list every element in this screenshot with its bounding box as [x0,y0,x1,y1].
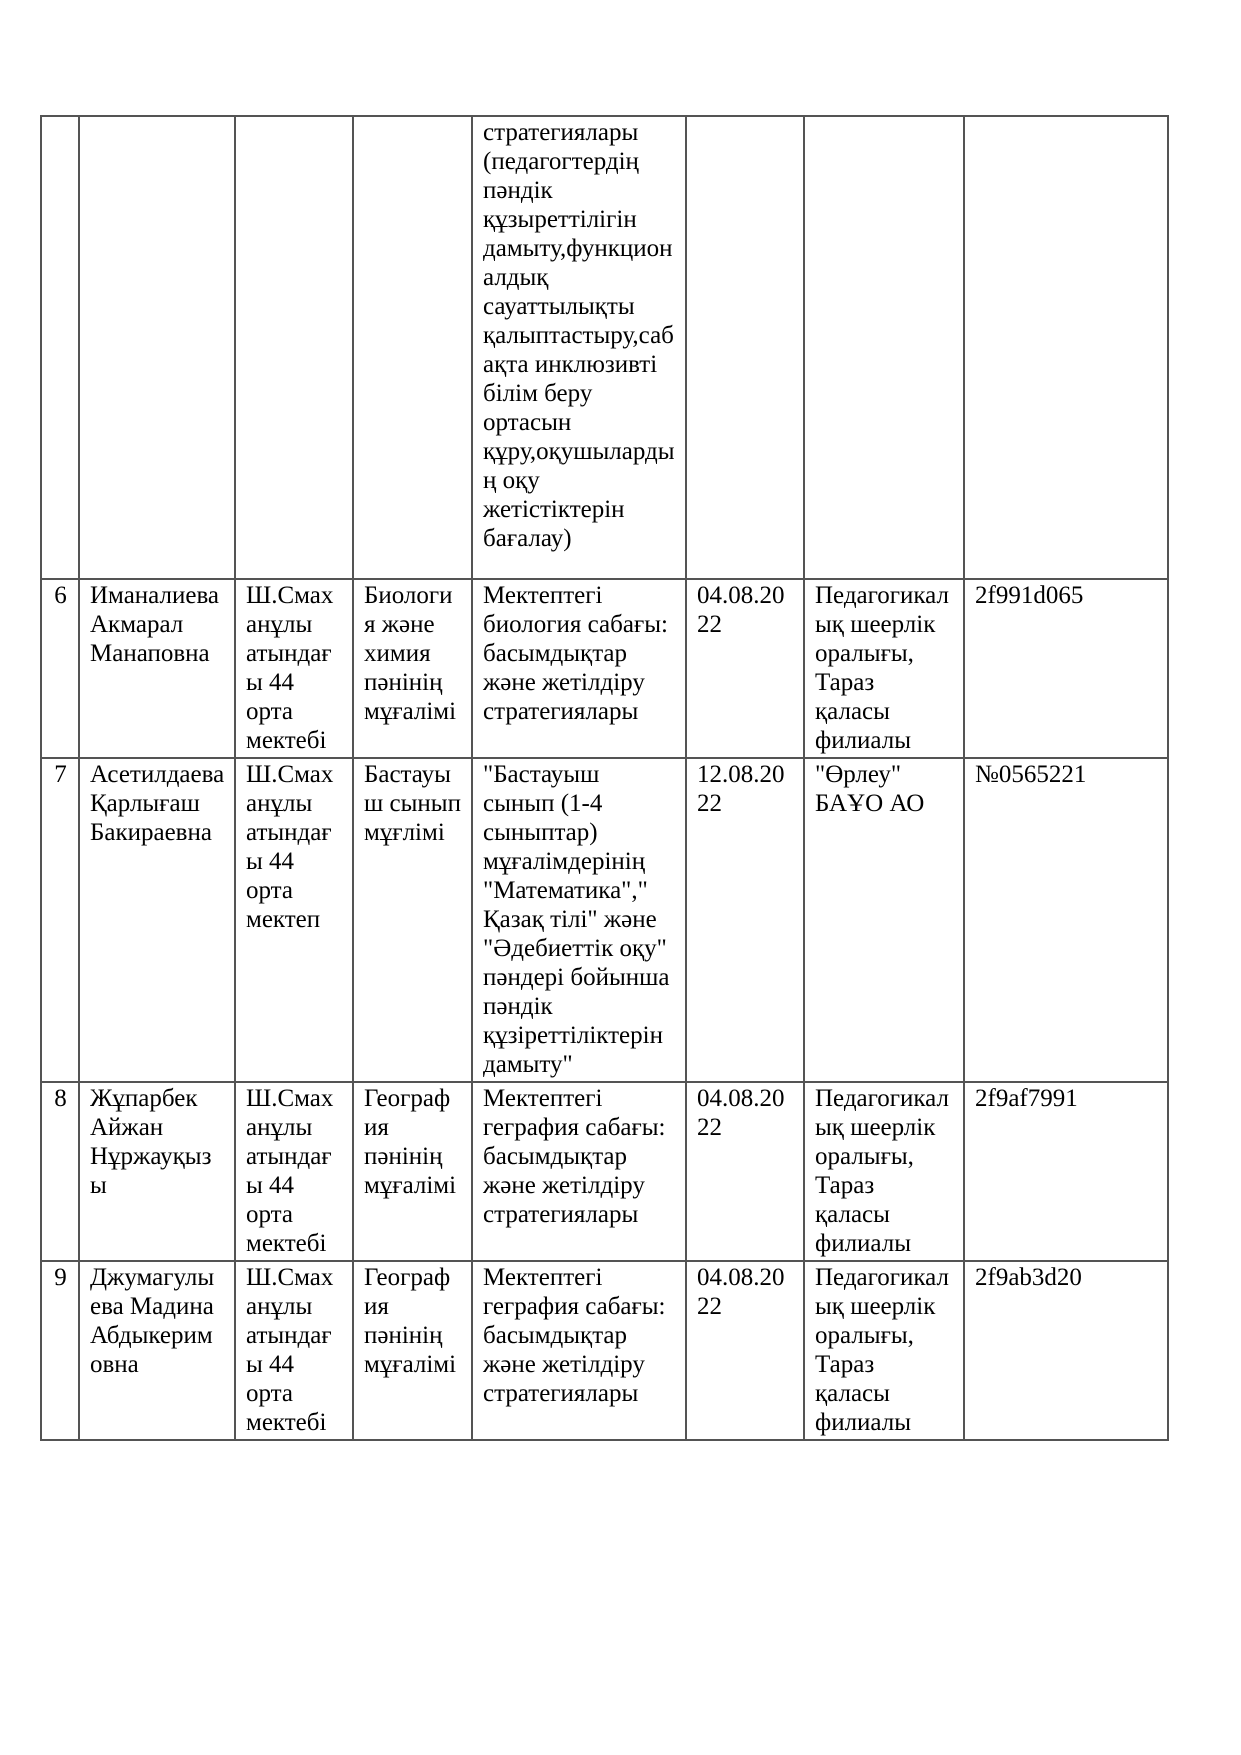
cell-num: 7 [41,758,79,1082]
cell-org: Педагогикалық шеерлік оралығы, Тараз қаласы филиалы [804,1082,964,1261]
cell-position: Бастауыш сынып мұғлімі [353,758,472,1082]
cell-date: 04.08.2022 [686,579,804,758]
cell-position [353,116,472,579]
cell-cert: 2f9af7991 [964,1082,1168,1261]
cell-org: "Өрлеу" БАҰО АО [804,758,964,1082]
cell-course: Мектептегі геграфия сабағы: басымдықтар және жетілдіру стратегиялары [472,1082,686,1261]
certificates-table [40,115,1169,1441]
table-row-6 [41,579,1168,758]
cell-cert [964,116,1168,579]
cell-date: 04.08.2022 [686,1261,804,1440]
cell-school: Ш.Смаханұлы атындағы 44 орта мектеп [235,758,353,1082]
cell-num: 9 [41,1261,79,1440]
cell-school: Ш.Смаханұлы атындағы 44 орта мектебі [235,1261,353,1440]
cell-num: 6 [41,579,79,758]
cell-date: 04.08.2022 [686,1082,804,1261]
table-row-7 [41,758,1168,1082]
cell-date [686,116,804,579]
cell-name [79,116,235,579]
cell-num [41,116,79,579]
cell-cert: №0565221 [964,758,1168,1082]
table-row-8 [41,1082,1168,1261]
cell-course: Мектептегі геграфия сабағы: басымдықтар және жетілдіру стратегиялары [472,1261,686,1440]
cell-school [235,116,353,579]
cell-position: География пәнінің мұғалімі [353,1261,472,1440]
cell-org: Педагогикалық шеерлік оралығы, Тараз қаласы филиалы [804,1261,964,1440]
table-row-9 [41,1261,1168,1440]
cell-course: "Бастауыш сынып (1-4 сыныптар) мұғалімдерінің "Математика"," Қазақ тілі" және "Әдебиеттік оқу" пәндері бойынша пәндік құзіреттіліктерін дамыту" [472,758,686,1082]
cell-name: Джумагулыева Мадина Абдыкеримовна [79,1261,235,1440]
cell-name: Асетилдаева Қарлығаш Бакираевна [79,758,235,1082]
cell-org: Педагогикалық шеерлік оралығы, Тараз қаласы филиалы [804,579,964,758]
cell-course: стратегиялары (педагогтердің пәндік құзыреттілігін дамыту,функционалдық сауаттылықты қалыптастыру,сабақта инклюзивті білім беру ортасын құру,оқушылардың оқу жетістіктерін бағалау) [472,116,686,579]
cell-date: 12.08.2022 [686,758,804,1082]
table-row-continuation [41,116,1168,579]
cell-position: География пәнінің мұғалімі [353,1082,472,1261]
cell-name: Иманалиева Акмарал Манаповна [79,579,235,758]
cell-course: Мектептегі биология сабағы: басымдықтар және жетілдіру стратегиялары [472,579,686,758]
cell-org [804,116,964,579]
cell-school: Ш.Смаханұлы атындағы 44 орта мектебі [235,1082,353,1261]
cell-school: Ш.Смаханұлы атындағы 44 орта мектебі [235,579,353,758]
cell-position: Биология және химия пәнінің мұғалімі [353,579,472,758]
cell-cert: 2f9ab3d20 [964,1261,1168,1440]
cell-name: Жұпарбек Айжан Нұржауқызы [79,1082,235,1261]
cell-cert: 2f991d065 [964,579,1168,758]
cell-num: 8 [41,1082,79,1261]
